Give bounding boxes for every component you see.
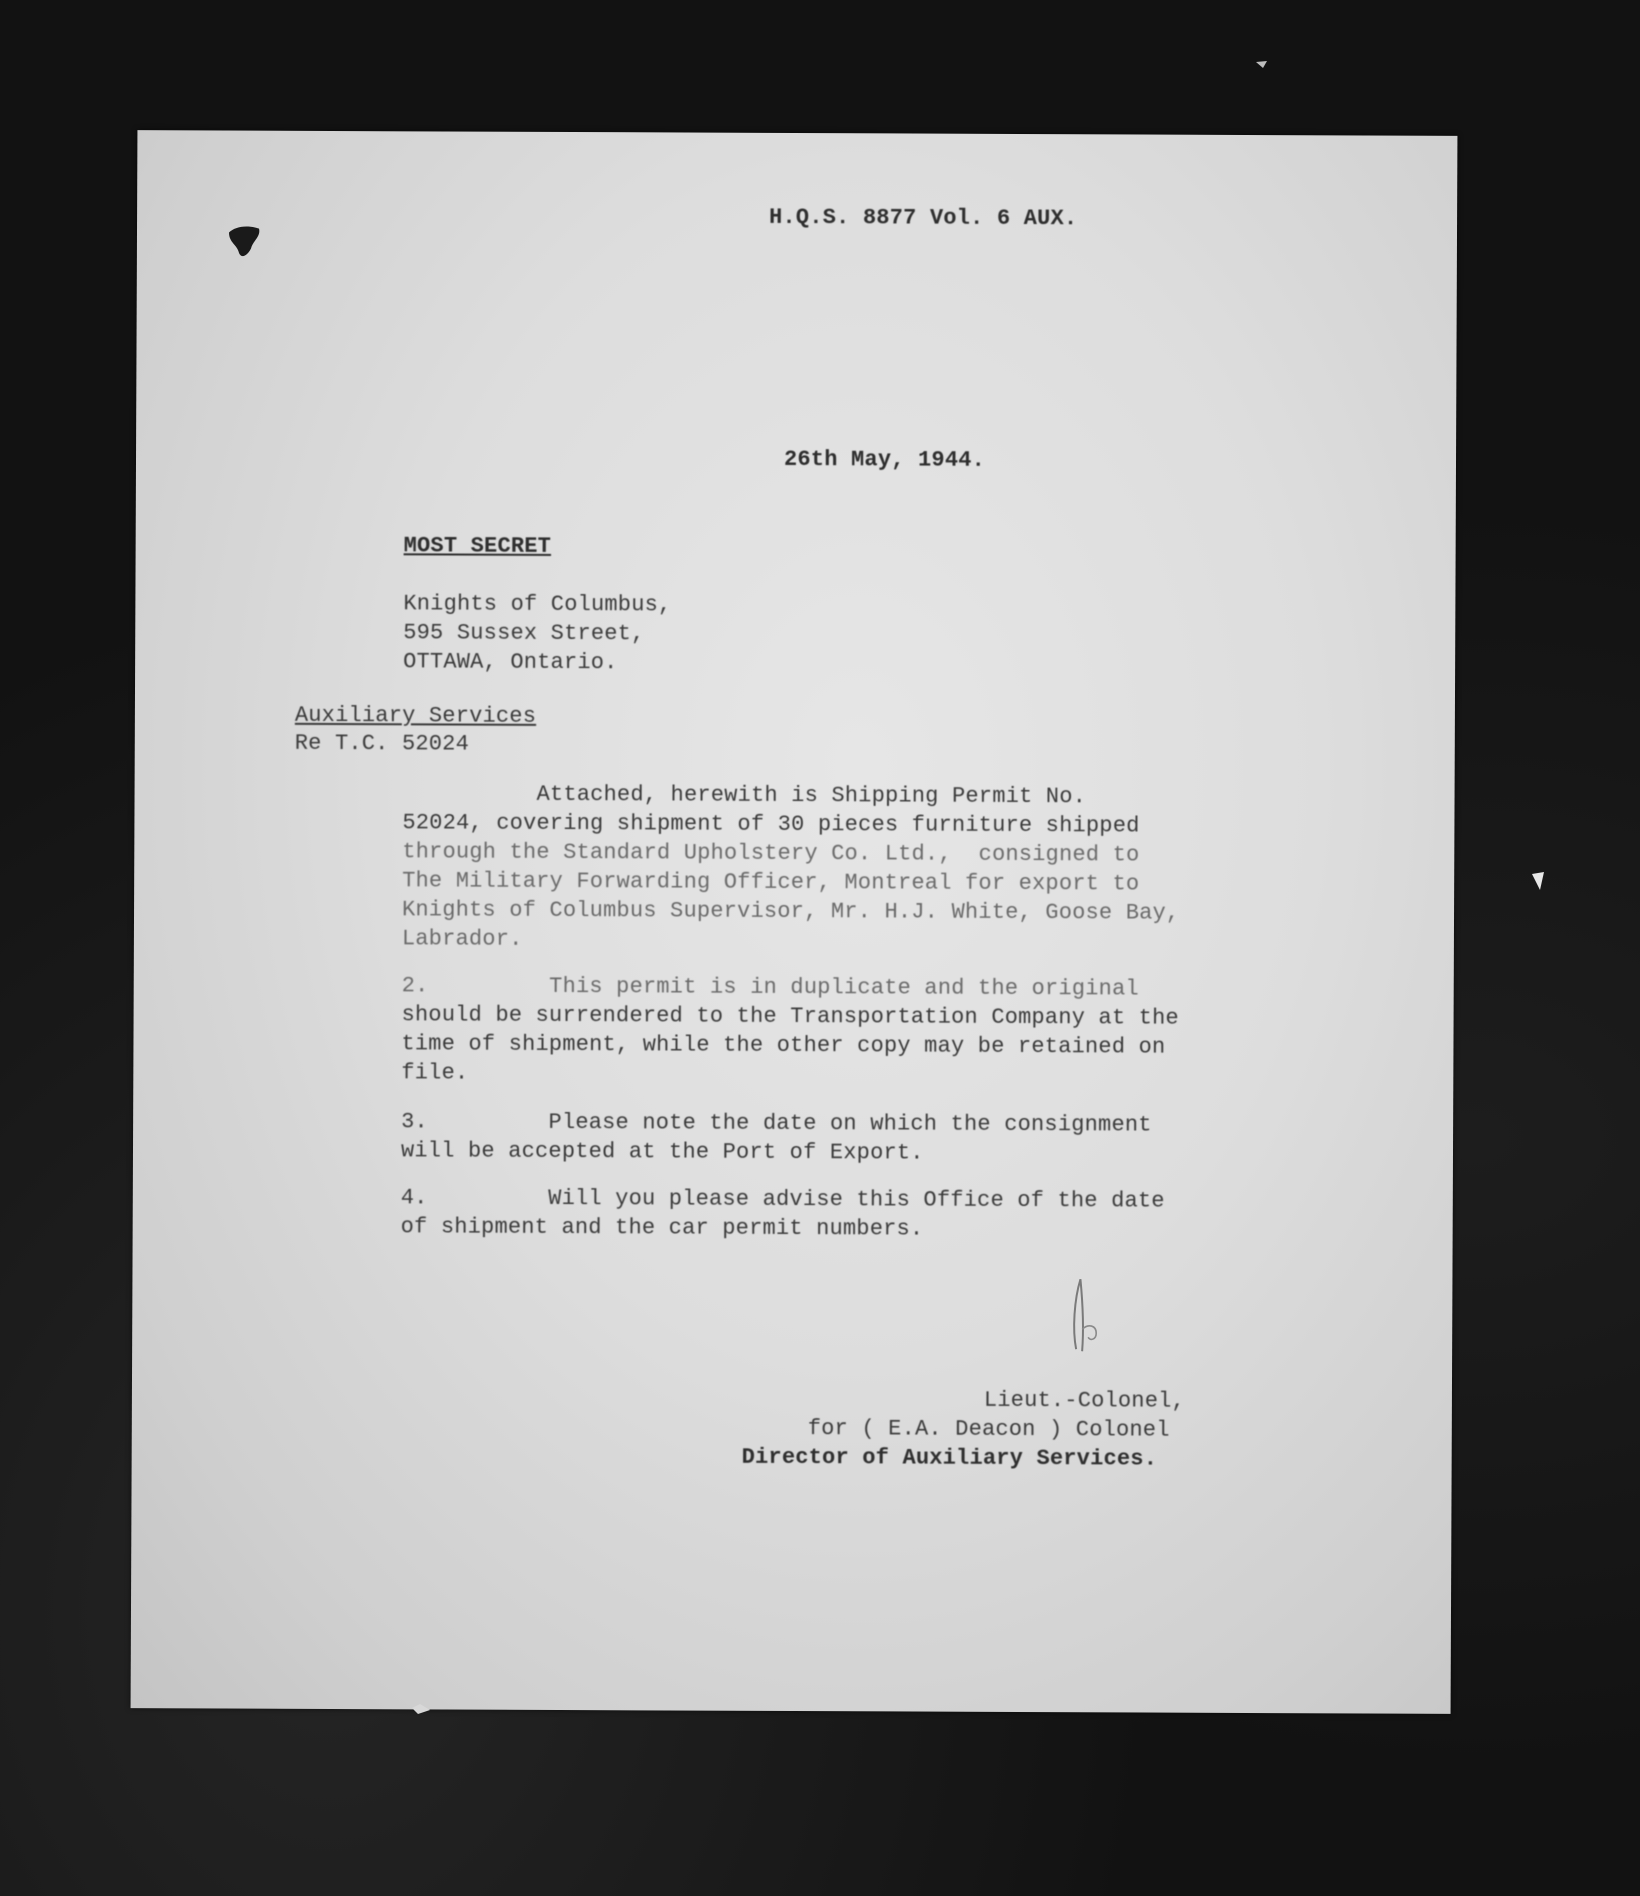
signatory-for-line: for ( E.A. Deacon ) Colonel: [807, 1416, 1170, 1443]
signatory-title: Director of Auxiliary Services.: [741, 1444, 1158, 1472]
film-speck: [1528, 870, 1548, 894]
paragraph-line: The Military Forwarding Officer, Montreal for export to: [402, 868, 1140, 897]
film-speck: [410, 1702, 432, 1716]
paragraph-line: through the Standard Upholstery Co. Ltd., consigned to: [402, 839, 1140, 868]
recipient-name: Knights of Columbus,: [403, 591, 672, 618]
classification-heading: MOST SECRET: [403, 533, 552, 559]
paragraph-line: Knights of Columbus Supervisor, Mr. H.J. White, Goose Bay,: [401, 897, 1180, 926]
recipient-street: 595 Sussex Street,: [403, 620, 645, 647]
handwritten-initial: [1062, 1269, 1112, 1359]
paragraph-line: of shipment and the car permit numbers.: [400, 1214, 924, 1242]
paragraph-line: Attached, herewith is Shipping Permit No.: [402, 781, 1087, 810]
paragraph-line: Labrador.: [401, 926, 523, 952]
recipient-city: OTTAWA, Ontario.: [403, 649, 618, 676]
paragraph-line: 52024, covering shipment of 30 pieces furniture shipped: [402, 810, 1140, 839]
ink-blot-mark: [225, 223, 265, 263]
paragraph-line: file.: [401, 1060, 469, 1086]
paragraph-line: should be surrendered to the Transportation Company at the: [401, 1002, 1179, 1031]
subject-heading: Auxiliary Services: [294, 702, 537, 729]
paragraph-line: 2. This permit is in duplicate and the original: [401, 973, 1139, 1002]
letter-page: [131, 130, 1458, 1714]
file-reference: H.Q.S. 8877 Vol. 6 AUX.: [769, 204, 1078, 232]
film-speck: [1255, 60, 1269, 70]
paragraph-line: 3. Please note the date on which the consignment: [401, 1109, 1152, 1138]
signatory-rank: Lieut.-Colonel,: [983, 1387, 1186, 1414]
paragraph-line: time of shipment, while the other copy may be retained on: [401, 1031, 1166, 1060]
letter-date: 26th May, 1944.: [783, 446, 986, 473]
subject-reference: Re T.C. 52024: [294, 730, 470, 757]
paragraph-line: will be accepted at the Port of Export.: [400, 1138, 924, 1166]
paragraph-line: 4. Will you please advise this Office of the date: [400, 1185, 1165, 1214]
